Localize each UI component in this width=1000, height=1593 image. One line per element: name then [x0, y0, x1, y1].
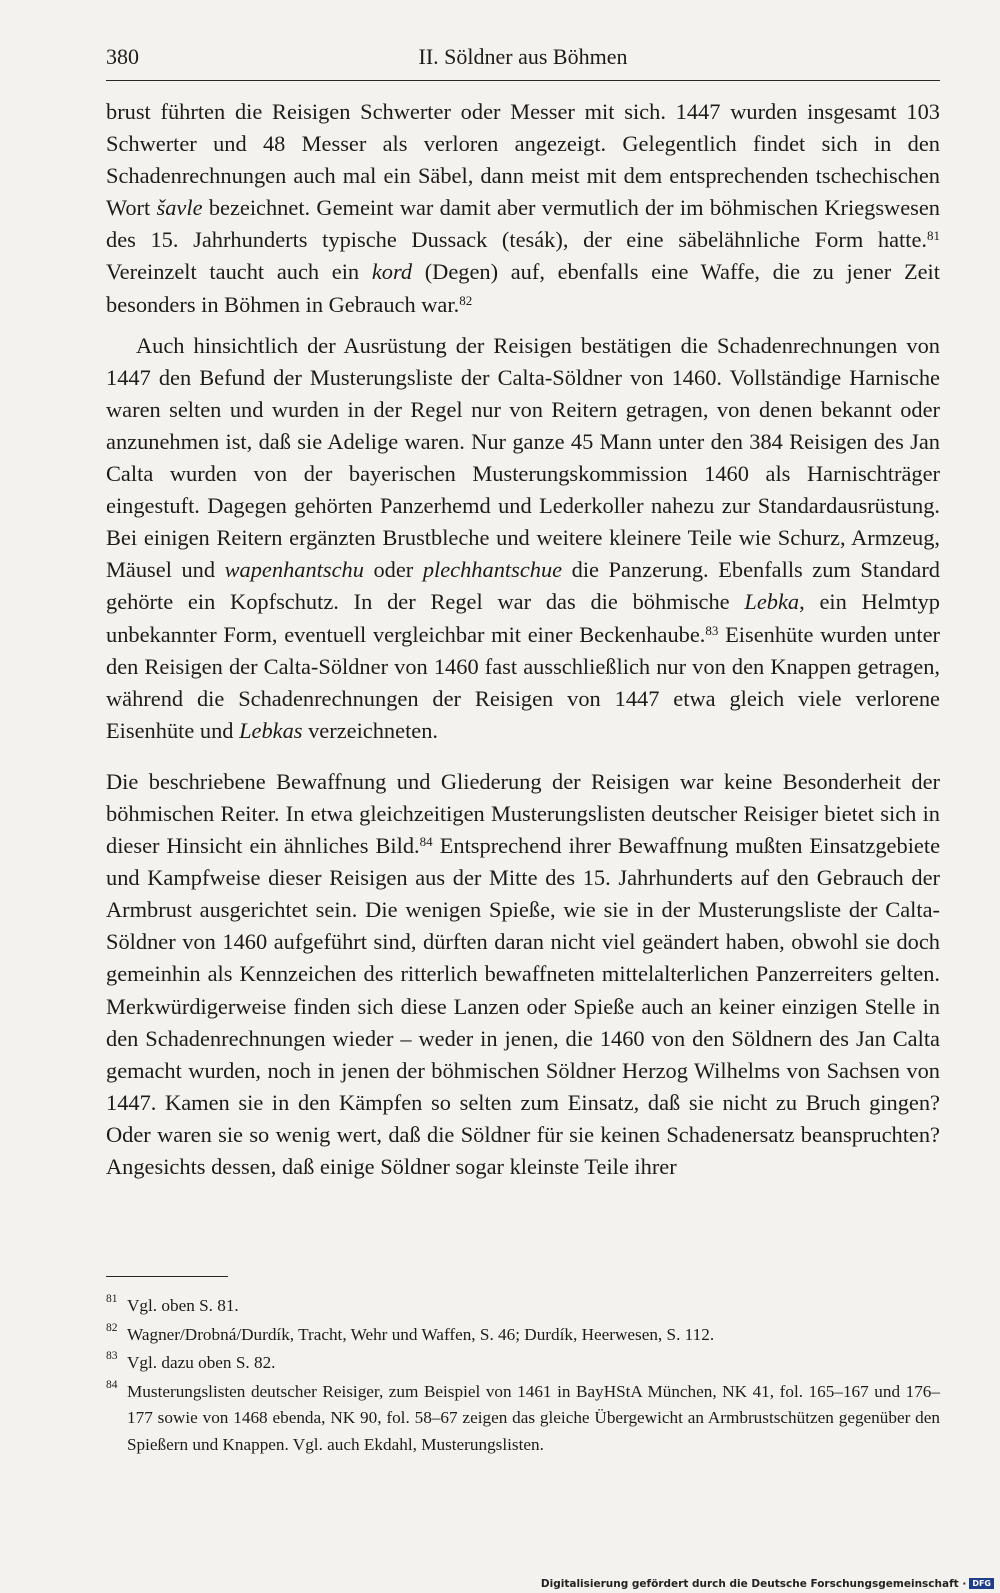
footnote-83 — [106, 1350, 940, 1376]
text-run: bezeichnet. Gemeint war damit aber vermutlich der im böhmischen Kriegswesen des 15. Jahrhunderts typische Dussack (tesák), der eine säbelähnliche Form hatte. — [106, 195, 940, 253]
footnote-82 — [106, 1322, 940, 1348]
footnote-text: Wagner/Drobná/Durdík, Tracht, Wehr und Waffen, S. 46; Durdík, Heerwesen, S. 112. — [127, 1324, 715, 1344]
dfg-logo: DFG — [969, 1578, 994, 1589]
footnote-ref[interactable]: 84 — [419, 834, 433, 850]
body-text — [106, 96, 940, 1183]
italic-term: Lebkas — [239, 717, 303, 743]
text-run: , ein Helmtyp unbekannter Form, eventuell vergleichbar mit einer Beckenhaube. — [106, 589, 940, 647]
text-run: verzeichneten. — [302, 717, 439, 743]
italic-term: plechhantschue — [422, 557, 563, 583]
text-run: oder — [363, 557, 423, 583]
italic-term: Lebka — [744, 589, 800, 615]
paragraph-3 — [106, 766, 940, 1183]
footnote-text: Vgl. oben S. 81. — [127, 1296, 239, 1315]
italic-term: šavle — [156, 195, 203, 221]
text-run: (Degen) auf, ebenfalls eine Waffe, die zu jener Zeit besonders in Böhmen in Gebrauch war. — [106, 259, 940, 317]
footnotes — [106, 1293, 940, 1460]
text-run: Eisenhüte wurden unter den Reisigen der Calta-Söldner von 1460 fast ausschließlich nur von den Knappen getragen, während die Schadenrechnungen der Reisigen von 1447 etwa gleich viele verlorene Eisenhüte und — [106, 621, 940, 743]
footnote-divider — [106, 1276, 228, 1277]
footnote-text: Musterungslisten deutscher Reisiger, zum Beispiel von 1461 in BayHStA München, NK 41, fol. 165–167 und 176–177 sowie von 1468 ebenda, NK 90, fol. 58–67 zeigen das gleiche Übergewicht an Armbrustschützen gegenüber den Spießern und Knappen. Vgl. auch Ekdahl, Musterungslisten. — [127, 1382, 940, 1454]
funding-notice — [541, 1578, 994, 1590]
text-run: die Panzerung. Ebenfalls zum Standard gehörte ein Kopfschutz. In der Regel war das die böhmische — [106, 557, 940, 615]
paragraph-2 — [106, 330, 940, 747]
text-run: Die beschriebene Bewaffnung und Gliederung der Reisigen war keine Besonderheit der böhmischen Reiter. In etwa gleichzeitigen Musterungslisten deutscher Reisiger bietet sich in dieser Hinsicht ein ähnliches Bild. — [106, 768, 940, 859]
running-header — [106, 40, 940, 81]
paragraph-1 — [106, 96, 940, 321]
footnote-number: 83 — [106, 1350, 118, 1363]
text-run: Auch hinsichtlich der Ausrüstung der Reisigen bestätigen die Schadenrechnungen von 1447 den Befund der Musterungsliste der Calta-Söldner von 1460. Vollständige Harnische waren selten und wurden in der Regel nur von Reitern getragen, von denen bekannt oder anzunehmen ist, daß sie Adelige waren. Nur ganze 45 Mann unter den 384 Reisigen des Jan Calta wurden von der bayerischen Musterungskommission 1460 als Harnischträger eingestuft. Dagegen gehörten Panzerhemd und Lederkoller nahezu zur Standardausrüstung. Bei einigen Reitern ergänzten Brustbleche und weitere kleinere Teile wie Schurz, Armzeug, Mäusel und — [106, 332, 940, 583]
footnote-number: 81 — [106, 1293, 118, 1305]
footnote-number: 82 — [106, 1321, 118, 1334]
footnote-ref[interactable]: 82 — [459, 292, 473, 308]
funding-text: Digitalisierung gefördert durch die Deutsche Forschungsgemeinschaft · — [540, 1578, 967, 1590]
italic-term: wapenhantschu — [224, 557, 364, 583]
footnote-84 — [106, 1379, 940, 1458]
footnote-text: Vgl. dazu oben S. 82. — [127, 1353, 276, 1373]
footnote-ref[interactable]: 81 — [927, 228, 940, 244]
text-run: brust führten die Reisigen Schwerter oder Messer mit sich. 1447 wurden insgesamt 103 Schwerter und 48 Messer als verloren angezeigt. Gelegentlich findet sich in den Schadenrechnungen auch mal ein Säbel, dann meist mit dem entsprechenden tschechischen Wort — [106, 99, 940, 221]
footnote-ref[interactable]: 83 — [705, 622, 719, 638]
page-number: 380 — [106, 44, 139, 69]
running-title: II. Söldner aus Böhmen — [418, 44, 628, 69]
italic-term: kord — [371, 259, 413, 285]
text-run: Entsprechend ihrer Bewaffnung mußten Einsatzgebiete und Kampfweise dieser Reisigen aus der Mitte des 15. Jahrhunderts auf den Gebrauch der Armbrust ausgerichtet sein. Die wenigen Spieße, wie sie in der Musterungsliste der Calta-Söldner von 1460 aufgeführt sind, dürften daran nicht viel geändert haben, obwohl sie doch gemeinhin als Kennzeichen des ritterlich bewaffneten mittelalterlichen Panzerreiters gelten. Merkwürdigerweise finden sich diese Lanzen oder Spieße auch an keiner einzigen Stelle in den Schadenrechnungen wieder – weder in jenen, die 1460 von den Söldnern des Jan Calta gemacht wurden, noch in jenen der böhmischen Söldner Herzog Wilhelms von Sachsen von 1447. Kamen sie in den Kämpfen so selten zum Einsatz, daß sie nicht zu Bruch gingen? Oder waren sie so wenig wert, daß die Söldner für sie keinen Schadenersatz beanspruchten? Angesichts dessen, daß einige Söldner sogar kleinste Teile ihrer — [106, 833, 941, 1179]
text-run: Vereinzelt taucht auch ein — [106, 259, 372, 285]
footnote-number: 84 — [106, 1379, 118, 1392]
footnote-81 — [106, 1293, 940, 1319]
